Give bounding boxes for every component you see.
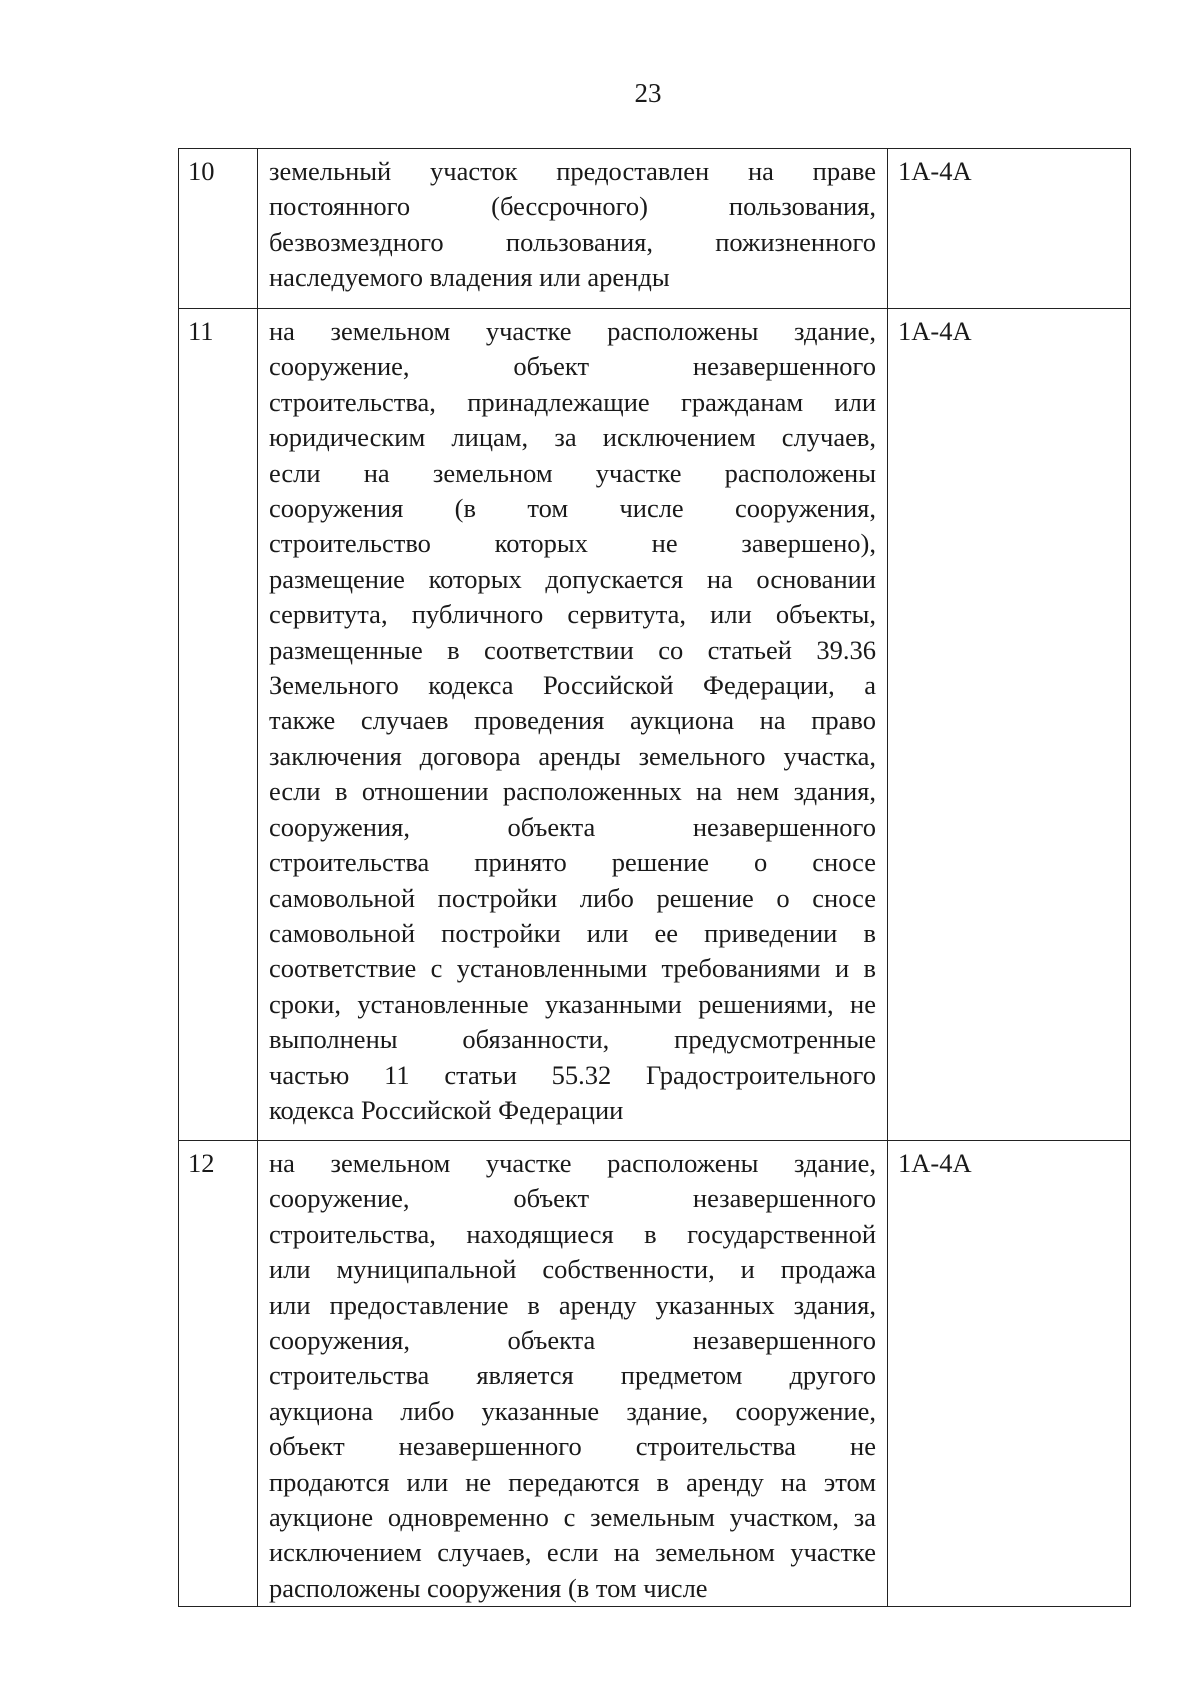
text-line: земельный участок предоставлен на праве: [269, 156, 876, 186]
row-code: 1А-4А: [888, 309, 1131, 1141]
text-line: строительство которых не завершено),: [269, 528, 876, 559]
conditions-table: [178, 148, 1131, 1607]
text-line: размещенные в соответствии со статьей 39.36: [269, 634, 876, 665]
text-line: Земельного кодекса Российской Федерации, а: [269, 670, 876, 701]
text-line: строительства является предметом другого: [269, 1360, 876, 1391]
row-number: 11: [179, 309, 258, 1141]
text-line: сроки, установленные указанными решениями, не: [269, 988, 876, 1019]
text-line: сооружения, объекта незавершенного: [269, 1325, 876, 1356]
row-code: 1А-4А: [888, 149, 1131, 309]
text-line: юридическим лицам, за исключением случаев,: [269, 422, 876, 453]
text-line: строительства, принадлежащие гражданам или: [269, 386, 876, 417]
table-row: [179, 149, 1131, 309]
text-line: продаются или не передаются в аренду на этом: [269, 1466, 876, 1497]
text-line: сервитута, публичного сервитута, или объекты,: [269, 599, 876, 630]
text-line: самовольной постройки либо решение о сносе: [269, 882, 876, 913]
text-line: наследуемого владения или аренды: [269, 262, 670, 293]
text-line: сооружения, объекта незавершенного: [269, 811, 876, 842]
text-line: самовольной постройки или ее приведении в: [269, 917, 876, 948]
table-row: [179, 309, 1131, 1141]
text-line: или муниципальной собственности, и продажа: [269, 1254, 876, 1285]
text-line: если на земельном участке расположены: [269, 457, 876, 488]
text-line: строительства принято решение о сносе: [269, 847, 876, 878]
text-line: сооружение, объект незавершенного: [269, 351, 876, 382]
text-line: на земельном участке расположены здание,: [269, 316, 876, 346]
row-number: 10: [179, 149, 258, 309]
text-line: соответствие с установленными требованиями и в: [269, 953, 876, 984]
text-line: расположены сооружения (в том числе: [269, 1572, 708, 1603]
text-line: объект незавершенного строительства не: [269, 1431, 876, 1462]
text-line: исключением случаев, если на земельном участке: [269, 1537, 876, 1568]
page-number: 23: [634, 78, 662, 108]
row-condition-text: [258, 309, 888, 1141]
text-line: постоянного (бессрочного) пользования,: [269, 191, 876, 222]
text-line: безвозмездного пользования, пожизненного: [269, 226, 876, 257]
text-line: строительства, находящиеся в государственной: [269, 1218, 876, 1249]
text-line: заключения договора аренды земельного участка,: [269, 740, 876, 771]
row-condition-text: [258, 1141, 888, 1607]
text-line: размещение которых допускается на основании: [269, 563, 876, 594]
text-line: частью 11 статьи 55.32 Градостроительного: [269, 1059, 876, 1090]
text-line: сооружение, объект незавершенного: [269, 1183, 876, 1214]
text-line: на земельном участке расположены здание,: [269, 1148, 876, 1178]
row-condition-text: [258, 149, 888, 309]
row-number: 12: [179, 1141, 258, 1607]
text-line: выполнены обязанности, предусмотренные: [269, 1024, 876, 1055]
text-line: или предоставление в аренду указанных здания,: [269, 1289, 876, 1320]
row-code: 1А-4А: [888, 1141, 1131, 1607]
text-line: аукционе одновременно с земельным участком, за: [269, 1502, 876, 1533]
table-row: [179, 1141, 1131, 1607]
text-line: если в отношении расположенных на нем здания,: [269, 776, 876, 807]
text-line: также случаев проведения аукциона на право: [269, 705, 876, 736]
text-line: аукциона либо указанные здание, сооружение,: [269, 1395, 876, 1426]
text-line: кодекса Российской Федерации: [269, 1094, 624, 1125]
text-line: сооружения (в том числе сооружения,: [269, 493, 876, 524]
